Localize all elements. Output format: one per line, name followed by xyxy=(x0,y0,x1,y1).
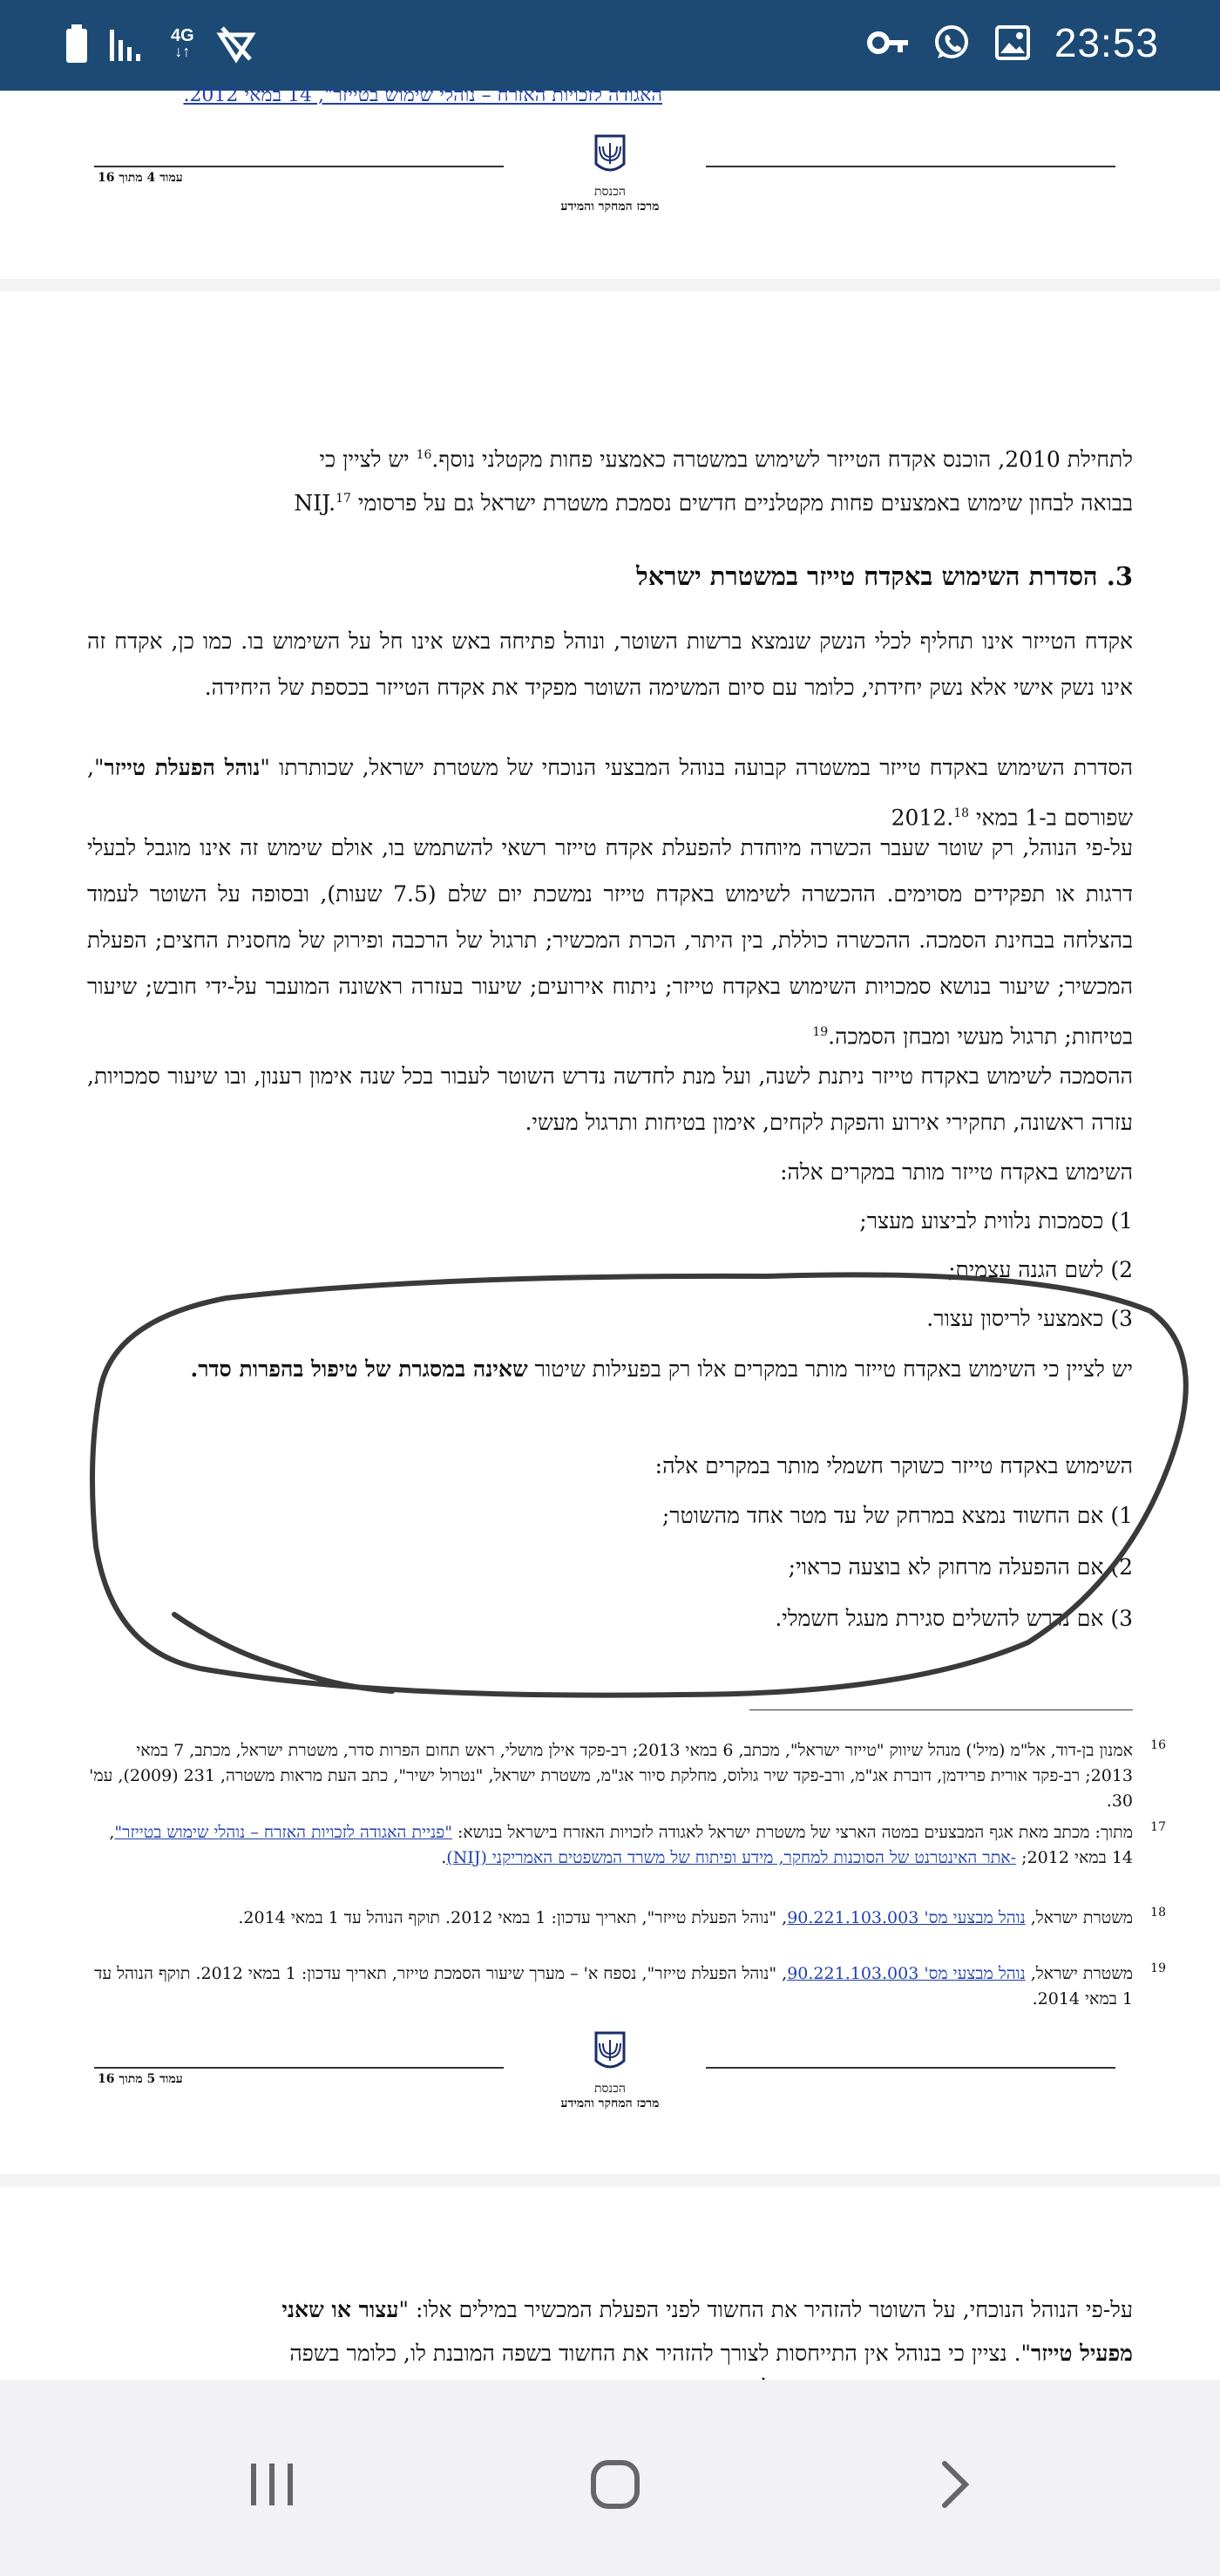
footnote-17-link-2[interactable]: -אתר האינטרנט של הסוכנות למחקר, מידע ופיתוח של משרד המשפטים האמריקני (NIJ) xyxy=(446,1848,1017,1867)
status-bar xyxy=(0,0,1220,91)
list-1-item-2: 2) לשם הגנה עצמית; xyxy=(948,1257,1133,1282)
recent-apps-button[interactable] xyxy=(220,2432,324,2537)
document-page-4 xyxy=(0,85,1220,279)
footnote-19: 19 משטרת ישראל, נוהל מבצעי מס' 90.221.103.003, "נוהל הפעלת טייזר", נספח א' – מערך שיעור הסמכת טייזר, תאריך עדכון: 1 במאי 2012. תוקף הנוהל עד 1 במאי 2014. xyxy=(94,1961,1166,2008)
footnote-18: 18 משטרת ישראל, נוהל מבצעי מס' 90.221.103.003, "נוהל הפעלת טייזר", תאריך עדכון: 1 במאי 2012. תוקף הנוהל עד 1 במאי 2014. xyxy=(238,1906,1166,1927)
footnote-17-link-1[interactable]: "פניית האגודה לזכויות האזרח – נוהלי שימוש בטייזר" xyxy=(114,1823,452,1842)
emblem-subtitle: מרכז המחקר והמידע xyxy=(560,2097,660,2110)
battery-icon xyxy=(66,24,87,63)
paragraph-1: אקדח הטייזר אינו תחליף לכלי הנשק שנמצא ברשות השוטר, ונוהל פתיחה באש אינו חל על השימוש בו. כמו כן, אקדח זה אינו נשק אישי אלא נשק יחידתי, כלומר עם סיום המשימה השוטר מפקיד את אקדח הטייזר בכספת של היחידה. xyxy=(87,629,1133,700)
network-4g-icon: 4G ↓↑ xyxy=(171,26,194,60)
paragraph-3: על-פי הנוהל, רק שוטר שעבר הכשרה מיוחדת להפעלת אקדח טייזר רשאי להשתמש בו, אולם שימוש זה אינו מוגבל לבעלי דרגות או תפקידים מסוימים. ההכשרה לשימוש באקדח טייזר נמשכת יום שלם (7.5 שעות), ובסופה על השוטר לעמוד בהצלחה בבחינת הסמכה. ההכשרה כוללת, בין היתר, הכרת המכשיר; תרגול של הרכבה ופירוק של מחסנית החצים; הפעלת המכשיר; שיעור בנושא סמכויות השימוש באקדח טייזר; ניתוח אירועים; שיעור בעזרה ראשונה המועבר על-ידי חובש; שיעור בטיחות; תרגול מעשי ומבחן הסמכה.$^{19}$ xyxy=(87,835,1134,1050)
cut-off-footnote: האגודה לזכויות האזרח – נוהלי שימוש בטייזר", 14 במאי 2012. xyxy=(183,85,662,106)
emblem-title: הכנסת xyxy=(594,185,626,199)
paragraph-2: הסדרת השימוש באקדח טייזר במשטרה קבועה בנוהל המבצעי הנוכחי של משטרת ישראל, שכותרתו "נוהל הפעלת טייזר", שפורסם ב-1 במאי 2012.18 xyxy=(87,755,1133,831)
footnote-18-link[interactable]: נוהל מבצעי מס' 90.221.103.003 xyxy=(787,1908,1026,1927)
list-2-item-3: 3) אם נדרש להשלים סגירת מעגל חשמלי. xyxy=(775,1606,1133,1631)
list-1-intro: השימוש באקדח טייזר מותר במקרים אלה: xyxy=(780,1159,1133,1185)
navigation-bar xyxy=(0,2380,1220,2576)
emblem-subtitle: מרכז המחקר והמידע xyxy=(560,200,660,214)
footnote-separator xyxy=(749,1709,1133,1710)
page-gap xyxy=(0,279,1220,291)
footnote-17: 17 מתוך: מכתב מאת אגף המבצעים במטה הארצי של משטרת ישראל לאגודה לזכויות האזרח בישראל בנושא: "פניית האגודה לזכויות האזרח – נוהלי שימוש בטייזר", 14 במאי 2012; -אתר האינטרנט של הסוכנות למחקר, מידע ופיתוח של משרד המשפטים האמריקני (NIJ). xyxy=(109,1820,1166,1867)
whatsapp-icon xyxy=(932,24,971,62)
gallery-icon xyxy=(995,25,1030,60)
footer-line-left xyxy=(94,2067,504,2069)
knesset-emblem-block xyxy=(558,134,662,214)
intro-line-1: לתחילת 2010, הוכנס אקדח הטייזר לשימוש במשטרה כאמצעי פחות מקטלני נוסף.$^{16}$ יש לציין כי xyxy=(319,446,1133,472)
list-2-intro: השימוש באקדח טייזר כשוקר חשמלי מותר במקרים אלה: xyxy=(654,1453,1133,1478)
next-page-line-2: מפעיל טייזר". נציין כי בנוהל אין התייחסות לצורך להזהיר את החשוד בשפה המובנת לו, כלומר בשפה xyxy=(289,2341,1133,2366)
back-button[interactable] xyxy=(903,2432,1007,2537)
page-number: עמוד 4 מתוך 16 xyxy=(98,171,183,185)
emblem-title: הכנסת xyxy=(594,2082,626,2096)
footnote-19-link[interactable]: נוהל מבצעי מס' 90.221.103.003 xyxy=(787,1964,1026,1983)
intro-line-2: בבואה לבחון שימוש באמצעים פחות מקטלניים חדשים נסמכת משטרת ישראל גם על פרסומי NIJ.$^{17}$ xyxy=(294,490,1133,516)
recent-apps-icon xyxy=(247,2462,296,2507)
back-chevron-icon xyxy=(938,2458,973,2511)
section-heading: 3. הסדרת השימוש באקדח טייזר במשטרת ישראל xyxy=(636,561,1133,591)
page-number: עמוד 5 מתוך 16 xyxy=(98,2072,183,2086)
list-2-item-2: 2) אם ההפעלה מרחוק לא בוצעה כראוי; xyxy=(788,1554,1133,1580)
footer-line-left xyxy=(94,166,504,167)
document-page-6 xyxy=(0,2186,1220,2380)
next-page-line-1: על-פי הנוהל הנוכחי, על השוטר להזהיר את החשוד לפני הפעלת המכשיר במילים אלו: "עצור או שאני xyxy=(281,2297,1133,2322)
list-1-item-3: 3) כאמצעי לריסון עצור. xyxy=(926,1306,1133,1331)
clock: 23:53 xyxy=(1054,20,1159,65)
menorah-emblem-icon xyxy=(593,2031,627,2073)
key-icon xyxy=(868,30,908,56)
list-1-item-1: 1) כסמכות נלווית לביצוע מעצר; xyxy=(859,1208,1133,1234)
menorah-emblem-icon xyxy=(593,134,627,176)
home-button[interactable] xyxy=(563,2432,668,2537)
home-icon xyxy=(590,2459,640,2510)
paragraph-4: ההסמכה לשימוש באקדח טייזר ניתנת לשנה, ועל מנת לחדשה נדרש השוטר לעבור בכל שנה אימון רענון, ובו שיעור סמכויות, עזרה ראשונה, תחקירי אירוע והפקת לקחים, אימון בטיחות ותרגול מעשי. xyxy=(87,1064,1133,1135)
footer-line-right xyxy=(706,166,1115,167)
list-2-item-1: 1) אם החשוד נמצא במרחק של עד מטר אחד מהשוטר; xyxy=(661,1503,1133,1528)
footnote-16: 16 אמנון בן-דוד, אל"מ (מיל') מנהל שיווק "טייזר ישראל", מכתב, 6 במאי 2013; רב-פקד אילן מושלי, ראש תחום הפרות סדר, משטרת ישראל, מכתב, 7 במאי 2013; רב-פקד אורית פרידמן, דוברת אג"מ, ורב-פקד שיר גולוס, מחלקת סיור אג"מ, משטרת ישראל, "נטרול ישיר", כתב העת מראות משטרה, 231 (2009), עמ' 30. xyxy=(89,1738,1166,1811)
signal-icon xyxy=(110,26,148,61)
note-paragraph: יש לציין כי השימוש באקדח טייזר מותר במקרים אלו רק בפעילות שיטור שאינה במסגרת של טיפול בהפרות סדר. xyxy=(190,1356,1133,1382)
document-page-5 xyxy=(0,291,1220,2174)
network-label: 4G xyxy=(171,26,194,45)
footer-line-right xyxy=(706,2067,1115,2069)
knesset-emblem-block xyxy=(558,2031,662,2111)
page-gap xyxy=(0,2174,1220,2186)
wifi-off-icon xyxy=(217,24,255,63)
